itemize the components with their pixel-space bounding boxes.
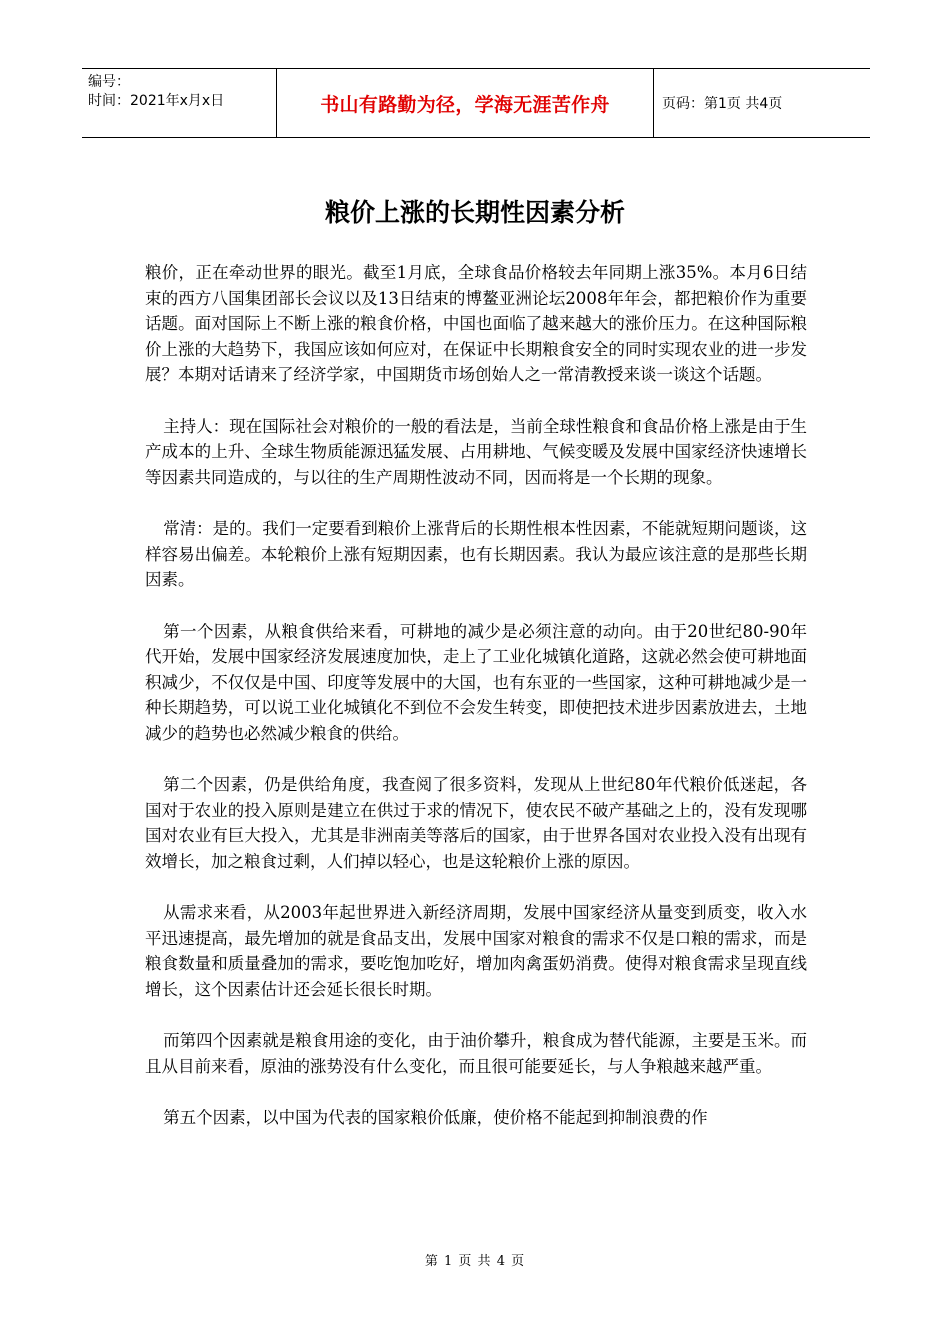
page-footer: 第 1 页 共 4 页 [424, 1254, 526, 1269]
header-motto: 书山有路勤为径，学海无涯苦作舟 [276, 69, 654, 137]
document-title: 粮价上涨的长期性因素分析 [324, 198, 625, 227]
page-header [82, 68, 870, 138]
paragraph-demand: 从需求来看，从2003年起世界进入新经济周期，发展中国家经济从量变到质变，收入水平迅速提高，最先增加的就是食品支出，发展中国家对粮食的需求不仅是口粮的需求，而是粮食数量和质量叠加的需求，要吃饱加吃好，增加肉禽蛋奶消费。使得对粮食需求呈现直线增长，这个因素估计还会延长很长时期。 [145, 903, 807, 999]
paragraph-intro: 粮价，正在牵动世界的眼光。截至1月底，全球食品价格较去年同期上涨35%。本月6日结束的西方八国集团部长会议以及13日结束的博鳌亚洲论坛2008年年会，都把粮价作为重要话题。面对国际上不断上涨的粮食价格，中国也面临了越来越大的涨价压力。在这种国际粮价上涨的大趋势下，我国应该如何应对，在保证中长期粮食安全的同时实现农业的进一步发展？本期对话请来了经济学家，中国期货市场创始人之一常清教授来谈一谈这个话题。 [145, 263, 807, 384]
paragraph-host: 主持人：现在国际社会对粮价的一般的看法是，当前全球性粮食和食品价格上涨是由于生产成本的上升、全球生物质能源迅猛发展、占用耕地、气候变暖及发展中国家经济快速增长等因素共同造成的，与以往的生产周期性波动不同，因而将是一个长期的现象。 [145, 416, 807, 487]
header-meta [82, 69, 276, 137]
serial-label: 编号： [88, 74, 130, 90]
header-page-info: 页码：第1页 共4页 [662, 96, 783, 112]
paragraph-changqing: 常清：是的。我们一定要看到粮价上涨背后的长期性根本性因素，不能就短期问题谈，这样容易出偏差。本轮粮价上涨有短期因素，也有长期因素。我认为最应该注意的是那些长期因素。 [145, 519, 807, 589]
paragraph-factor-2: 第二个因素，仍是供给角度，我查阅了很多资料，发现从上世纪80年代粮价低迷起，各国对于农业的投入原则是建立在供过于求的情况下，使农民不破产基础之上的，没有发现哪国对农业有巨大投入，尤其是非洲南美等落后的国家，由于世界各国对农业投入没有出现有效增长，加之粮食过剩，人们掉以轻心，也是这轮粮价上涨的原因。 [145, 775, 807, 871]
paragraph-factor-4: 而第四个因素就是粮食用途的变化，由于油价攀升，粮食成为替代能源，主要是玉米。而且从目前来看，原油的涨势没有什么变化，而且很可能要延长，与人争粮越来越严重。 [145, 1031, 807, 1076]
paragraph-factor-5: 第五个因素，以中国为代表的国家粮价低廉，使价格不能起到抑制浪费的作 [163, 1108, 708, 1127]
paragraph-factor-1: 第一个因素，从粮食供给来看，可耕地的减少是必须注意的动向。由于20世纪80-90年代开始，发展中国家经济发展速度加快，走上了工业化城镇化道路，这就必然会使可耕地面积减少，不仅仅是中国、印度等发展中的大国，也有东亚的一些国家，这种可耕地减少是一种长期趋势，可以说工业化城镇化不到位不会发生转变，即使把技术进步因素放进去，土地减少的趋势也必然减少粮食的供给。 [145, 621, 807, 743]
document-body [145, 260, 807, 1157]
time-label: 时间：2021年x月x日 [88, 93, 225, 109]
